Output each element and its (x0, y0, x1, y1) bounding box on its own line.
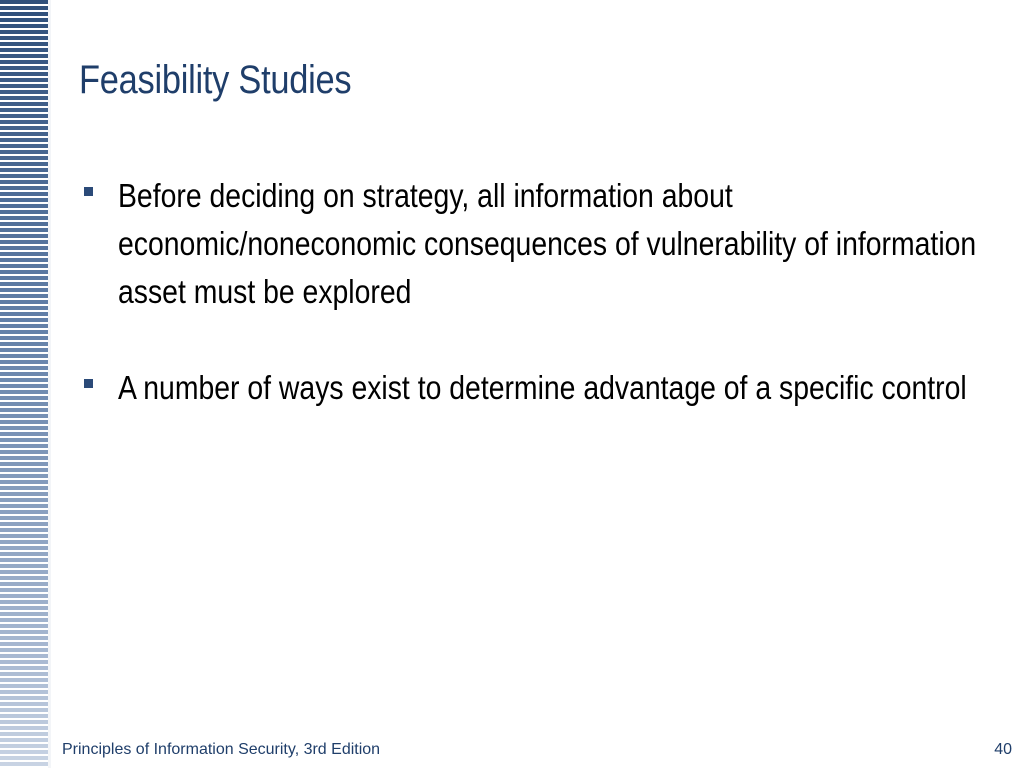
sidebar-stripes (0, 0, 48, 768)
slide-title: Feasibility Studies (79, 58, 352, 102)
page-number: 40 (994, 741, 1012, 758)
bullet-item (80, 364, 967, 412)
square-bullet-icon (84, 379, 93, 388)
bullet-text: A number of ways exist to determine advantage of a specific control (118, 369, 967, 406)
bullet-list (80, 172, 977, 460)
sidebar-edge (48, 0, 51, 768)
bullet-text: Before deciding on strategy, all information about economic/noneconomic consequences of vulnerability of information asset must be explored (118, 177, 977, 310)
bullet-item (80, 172, 977, 316)
footer-source: Principles of Information Security, 3rd Edition (62, 741, 381, 758)
square-bullet-icon (84, 187, 93, 196)
